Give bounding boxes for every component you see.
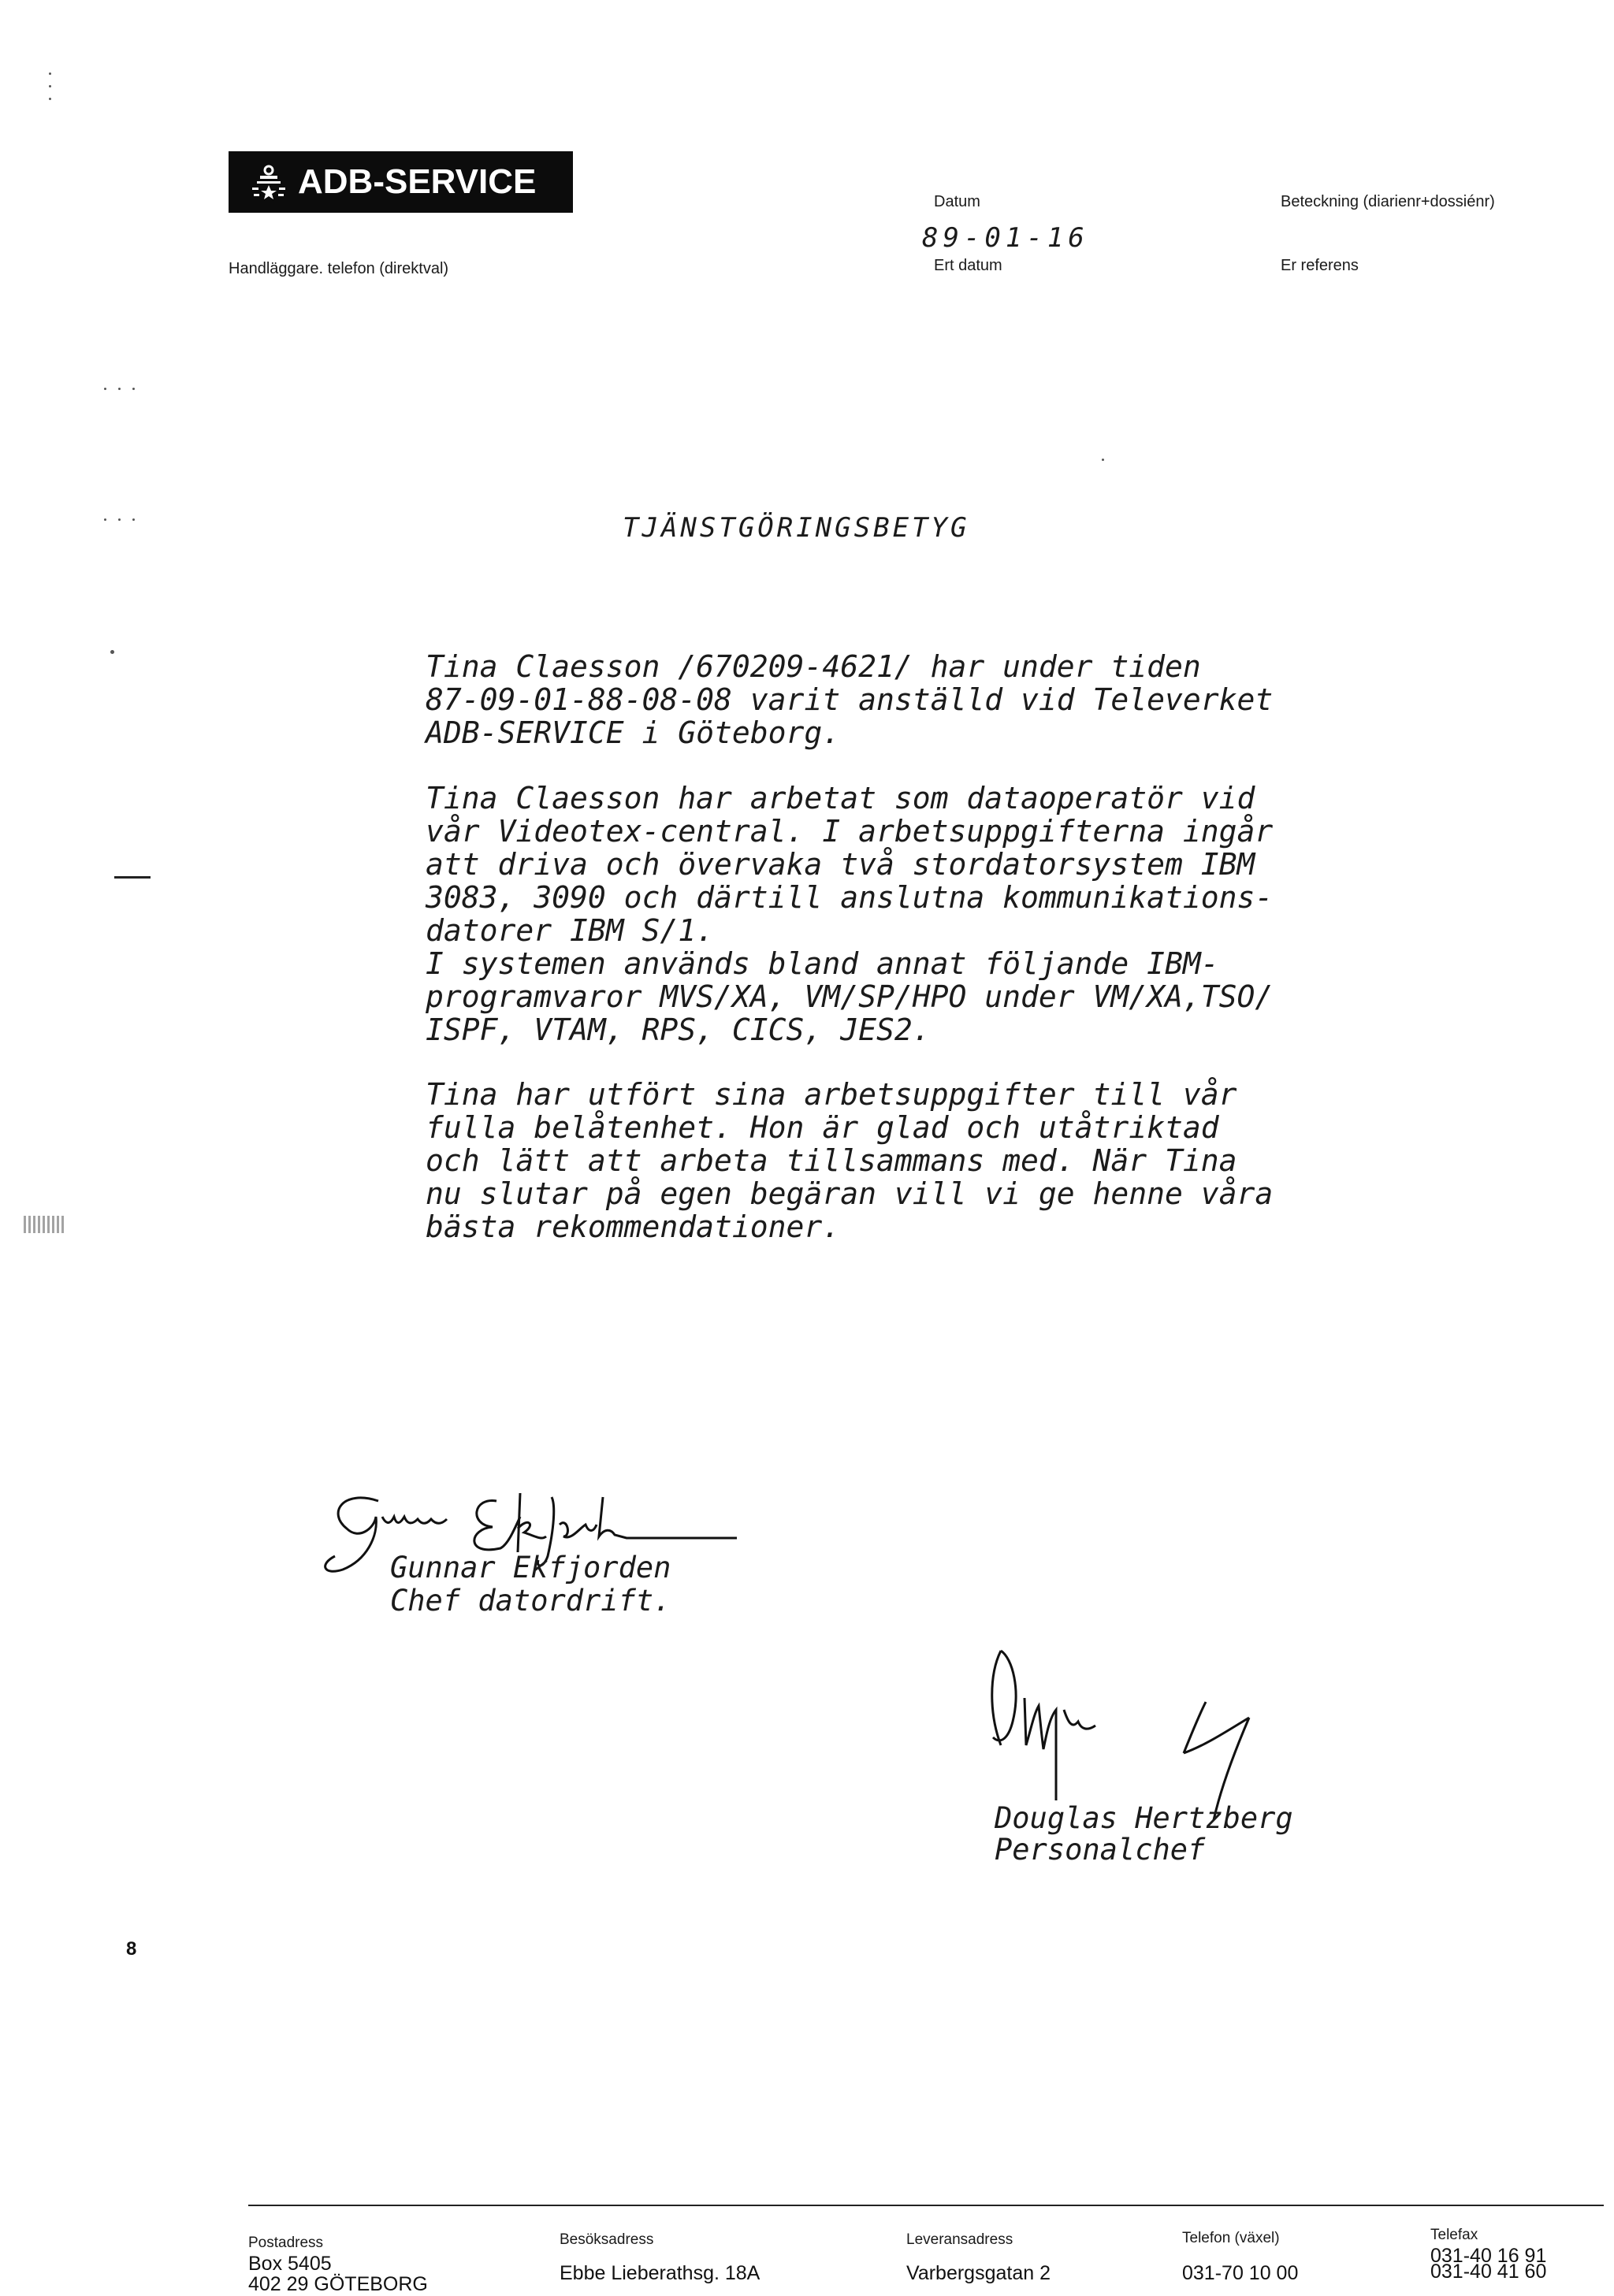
paragraph-3 xyxy=(426,1078,1411,1243)
paragraph-line: datorer IBM S/1. xyxy=(426,913,715,948)
paragraph-line: ISPF, VTAM, RPS, CICS, JES2. xyxy=(426,1012,931,1047)
er-referens-label: Er referens xyxy=(1281,257,1359,274)
postadress-line-2: 402 29 GÖTEBORG xyxy=(248,2273,428,2295)
paragraph-line: Tina Claesson /670209-4621/ har under tiden xyxy=(426,649,1201,684)
paragraph-line: nu slutar på egen begäran vill vi ge henne våra xyxy=(426,1176,1274,1211)
paragraph-1 xyxy=(426,650,1411,749)
paragraph-line: programvaror MVS/XA, VM/SP/HPO under VM/XA,TSO/ xyxy=(426,979,1274,1014)
beteckning-label: Beteckning (diarienr+dossiénr) xyxy=(1281,193,1495,210)
paragraph-line: och lätt att arbeta tillsammans med. När Tina xyxy=(426,1143,1237,1178)
scan-speck xyxy=(132,388,135,390)
telefax-value-1: 031-40 16 91 xyxy=(1430,2245,1547,2267)
paragraph-line: Tina Claesson har arbetat som dataoperatör vid xyxy=(426,781,1255,815)
scan-speck xyxy=(110,650,114,654)
signer-2-name: Douglas Hertzberg xyxy=(995,1801,1293,1835)
paragraph-2 xyxy=(426,782,1411,1046)
signer-1-role: Chef datordrift. xyxy=(390,1584,671,1618)
paragraph-line: fulla belåtenhet. Hon är glad och utåtriktad xyxy=(426,1110,1219,1145)
logo-text: ADB-SERVICE xyxy=(298,162,537,201)
scan-speck xyxy=(104,388,106,390)
paragraph-line: Tina har utfört sina arbetsuppgifter till vår xyxy=(426,1077,1237,1112)
letter-title: TJÄNSTGÖRINGSBETYG xyxy=(623,512,970,544)
besoksadress-label: Besöksadress xyxy=(560,2231,654,2248)
paragraph-line: 3083, 3090 och därtill anslutna kommunikations- xyxy=(426,880,1274,915)
paragraph-line: 87-09-01-88-08-08 varit anställd vid Televerket xyxy=(426,682,1274,717)
paragraph-line: I systemen används bland annat följande IBM- xyxy=(426,946,1219,981)
adb-service-logo xyxy=(229,151,573,213)
leveransadress-label: Leveransadress xyxy=(906,2231,1013,2248)
signer-2-role: Personalchef xyxy=(995,1833,1206,1867)
scan-speck xyxy=(49,98,51,100)
handlaggare-label: Handläggare. telefon (direktval) xyxy=(229,260,449,277)
fold-mark xyxy=(114,876,151,879)
scan-speck xyxy=(49,85,51,87)
telefax-value-2: 031-40 41 60 xyxy=(1430,2261,1547,2283)
scan-speck xyxy=(104,518,106,521)
scan-speck xyxy=(49,72,51,75)
scan-speck xyxy=(118,388,121,390)
ert-datum-label: Ert datum xyxy=(934,257,1002,274)
paragraph-line: bästa rekommendationer. xyxy=(426,1209,841,1244)
scan-speck xyxy=(132,518,135,521)
postadress-line-1: Box 5405 xyxy=(248,2253,332,2275)
datum-label: Datum xyxy=(934,193,980,210)
televerket-crown-icon xyxy=(251,162,287,202)
footer-divider xyxy=(248,2205,1604,2206)
telefon-value: 031-70 10 00 xyxy=(1182,2262,1299,2284)
signature-douglas-hertzberg xyxy=(977,1643,1308,1824)
scan-speck xyxy=(118,518,121,521)
leveransadress-value: Varbergsgatan 2 xyxy=(906,2262,1051,2284)
signer-1-name: Gunnar Ekfjorden xyxy=(390,1551,671,1585)
postadress-label: Postadress xyxy=(248,2235,324,2251)
scan-speck xyxy=(1102,459,1104,461)
page-marker: 8 xyxy=(126,1938,137,1960)
paragraph-line: att driva och övervaka två stordatorsystem IBM xyxy=(426,847,1255,882)
telefon-label: Telefon (växel) xyxy=(1182,2230,1280,2246)
paragraph-line: ADB-SERVICE i Göteborg. xyxy=(426,715,841,750)
paragraph-line: vår Videotex-central. I arbetsuppgifterna ingår xyxy=(426,814,1274,849)
scan-noise xyxy=(24,1216,66,1233)
datum-value: 89-01-16 xyxy=(922,222,1089,254)
telefax-label: Telefax xyxy=(1430,2227,1478,2243)
besoksadress-value: Ebbe Lieberathsg. 18A xyxy=(560,2262,761,2284)
